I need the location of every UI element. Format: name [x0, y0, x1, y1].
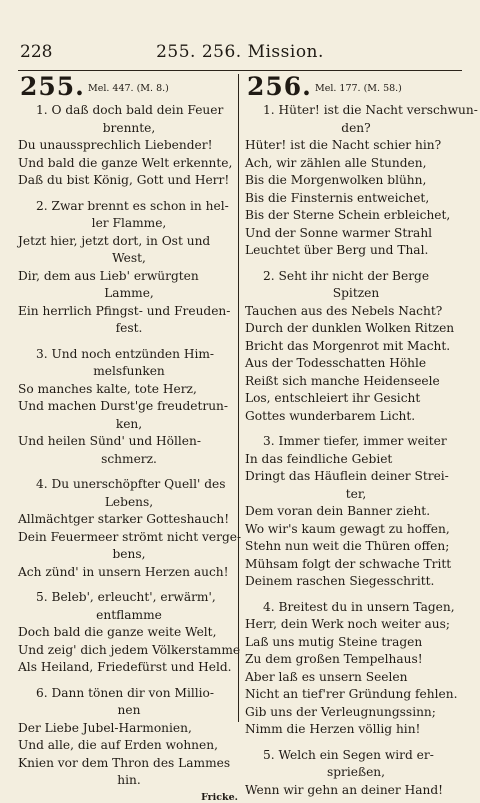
verse-line: 5. Beleb', erleucht', erwärm',: [36, 590, 216, 604]
verse-line: Aber laß es unsern Seelen: [245, 669, 408, 684]
verse-line: 5. Welch ein Segen wird er-: [263, 747, 434, 762]
verse-line: Doch bald die ganze weite Welt,: [18, 625, 217, 639]
verse-line: 3. Immer tiefer, immer weiter: [263, 434, 447, 448]
verse-line: melsfunken: [93, 364, 165, 378]
stanza: [245, 599, 467, 739]
verse-line: 4. Breitest du in unsern Tagen,: [263, 599, 455, 614]
verse-line: Jetzt hier, jetzt dort, in Ost und: [18, 233, 211, 248]
verse-line: Als Heiland, Friedefürst und Held.: [18, 660, 232, 674]
verse-line: Ach zünd' in unsern Herzen auch!: [18, 564, 229, 579]
verse-line: Los, entschleiert ihr Gesicht: [245, 391, 421, 405]
verse-line: 4. Du unerschöpfter Quell' des: [36, 477, 226, 491]
melody-reference: Mel. 177. (M. 58.): [315, 83, 402, 94]
stanza: [245, 433, 467, 591]
verse-line: Ein herrlich Pfingst- und Freuden-: [18, 303, 231, 318]
verse-line: ter,: [345, 486, 367, 501]
verse-line: Und machen Durst'ge freudetrun-: [18, 399, 229, 413]
hymn-heading: [18, 74, 240, 100]
verse-line: Lebens,: [104, 494, 154, 509]
verse-line: Leuchtet über Berg und Thal.: [245, 243, 429, 257]
verse-line: Wenn wir gehn an deiner Hand!: [245, 782, 444, 797]
stanza-list: [18, 102, 240, 790]
author-credit: Fricke.: [201, 791, 238, 803]
verse-line: Spitzen: [332, 286, 380, 300]
hymn-256-column: [245, 72, 478, 799]
verse-line: Der Liebe Jubel-Harmonien,: [18, 720, 192, 735]
verse-line: Aus der Todesschatten Höhle: [245, 356, 427, 370]
verse-line: fest.: [115, 321, 143, 335]
verse-line: Stehn nun weit die Thüren offen;: [245, 539, 450, 553]
verse-line: 2. Zwar brennt es schon in hel-: [36, 198, 229, 213]
verse-line: Herr, dein Werk noch weiter aus;: [245, 617, 450, 631]
verse-line: Ach, wir zählen alle Stunden,: [245, 155, 427, 170]
verse-line: Gottes wunderbarem Licht.: [245, 408, 416, 423]
verse-line: Dem voran dein Banner zieht.: [245, 504, 431, 518]
stanza: [245, 747, 467, 800]
stanza: [18, 589, 240, 677]
verse-line: Und zeig' dich jedem Völkerstamme: [18, 642, 241, 657]
verse-line: So manches kalte, tote Herz,: [18, 381, 197, 396]
verse-line: Hüter! ist die Nacht schier hin?: [245, 138, 442, 152]
verse-line: 1. Hüter! ist die Nacht verschwun-: [263, 103, 478, 117]
stanza: [18, 198, 240, 338]
stanza: [18, 476, 240, 581]
verse-line: Lamme,: [104, 286, 154, 300]
verse-line: 3. Und noch entzünden Him-: [36, 346, 215, 361]
verse-line: bens,: [112, 547, 146, 561]
verse-line: Dringt das Häuflein deiner Strei-: [245, 469, 449, 483]
verse-line: Bis die Morgenwolken blühn,: [245, 173, 427, 187]
hymn-255-column: [18, 74, 240, 803]
verse-line: Bis der Sterne Schein erbleichet,: [245, 208, 451, 222]
verse-line: Zu dem großen Tempelhaus!: [245, 652, 423, 666]
verse-line: Durch der dunklen Wolken Ritzen: [245, 321, 455, 335]
stanza: [245, 102, 478, 260]
page-header: [20, 42, 460, 64]
verse-line: Gib uns der Verleugnungssinn;: [245, 704, 436, 719]
stanza-list: [245, 102, 478, 799]
verse-line: Nimm die Herzen völlig hin!: [245, 722, 421, 736]
hymn-heading: [245, 74, 467, 100]
stanza: [245, 268, 467, 426]
verse-line: Und bald die ganze Welt erkennte,: [18, 155, 233, 170]
verse-line: entflamme: [96, 607, 162, 622]
verse-line: ler Flamme,: [91, 216, 167, 230]
stanza: [18, 685, 240, 790]
verse-line: Und heilen Sünd' und Höllen-: [18, 434, 201, 448]
verse-line: hin.: [117, 773, 141, 787]
verse-line: Dein Feuermeer strömt nicht verge-: [18, 529, 242, 544]
verse-line: schmerz.: [101, 451, 157, 466]
verse-line: Und alle, die auf Erden wohnen,: [18, 738, 218, 752]
column-divider: [238, 74, 239, 722]
verse-line: Dir, dem aus Lieb' erwürgten: [18, 268, 199, 283]
verse-line: Tauchen aus des Nebels Nacht?: [245, 303, 443, 318]
verse-line: Reißt sich manche Heidenseele: [245, 373, 440, 388]
header-rule: [18, 70, 462, 71]
verse-line: 6. Dann tönen dir von Millio-: [36, 685, 215, 700]
verse-line: Allmächtger starker Gotteshauch!: [18, 512, 230, 526]
verse-line: brennte,: [102, 120, 156, 135]
verse-line: Knien vor dem Thron des Lammes: [18, 755, 231, 770]
verse-line: 2. Seht ihr nicht der Berge: [263, 268, 430, 283]
verse-line: Laß uns mutig Steine tragen: [245, 634, 423, 649]
verse-line: sprießen,: [326, 765, 386, 779]
melody-reference: Mel. 447. (M. 8.): [88, 83, 169, 94]
verse-line: In das feindliche Gebiet: [245, 451, 393, 466]
stanza: [18, 346, 240, 469]
verse-line: Wo wir's kaum gewagt zu hoffen,: [245, 521, 450, 536]
verse-line: Bis die Finsternis entweichet,: [245, 190, 430, 205]
hymn-number: 255.: [20, 72, 85, 101]
verse-line: Nicht an tief'rer Gründung fehlen.: [245, 687, 458, 701]
verse-line: ken,: [115, 416, 143, 431]
verse-line: nen: [117, 703, 141, 717]
stanza: [18, 102, 240, 190]
page-number: 228: [20, 42, 53, 62]
hymn-number: 256.: [247, 72, 312, 101]
verse-line: Deinem raschen Siegesschritt.: [245, 574, 435, 588]
verse-line: Und der Sonne warmer Strahl: [245, 225, 433, 240]
running-title: 255. 256. Mission.: [156, 42, 324, 62]
verse-line: Bricht das Morgenrot mit Macht.: [245, 338, 451, 353]
verse-line: den?: [341, 120, 371, 135]
verse-line: Mühsam folgt der schwache Tritt: [245, 556, 452, 571]
verse-line: Du unaussprechlich Liebender!: [18, 138, 213, 152]
verse-line: Daß du bist König, Gott und Herr!: [18, 173, 230, 187]
verse-line: West,: [112, 251, 146, 265]
verse-line: 1. O daß doch bald dein Feuer: [36, 103, 224, 117]
